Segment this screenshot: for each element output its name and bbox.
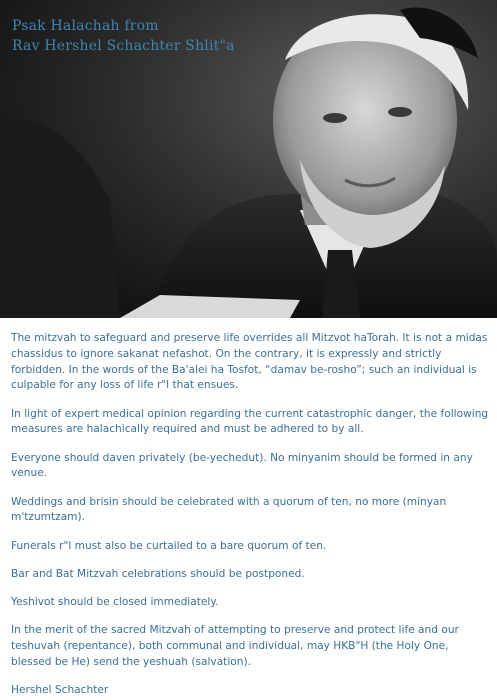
portrait-photo — [0, 0, 497, 318]
paragraph: In light of expert medical opinion regarding the current catastrophic danger, the following measures are halachically required and must be adhered to by all. — [11, 407, 489, 436]
paragraph: Yeshivot should be closed immediately. — [11, 595, 219, 608]
paragraph: The mitzvah to safeguard and preserve life overrides all Mitzvot haTorah. It is not a midas chassidus to ignore sakanat nefashot. On the contrary, it is expressly and strictly forbidden. In the words of the Ba'alei ha Tosfot, “damav be-rosho”; such an individual is culpable for any loss of life r"l that ensues. — [11, 332, 488, 392]
headline-line-1: Psak Halachah from — [12, 18, 159, 34]
signature: Hershel Schachter — [11, 683, 109, 696]
paragraph: Everyone should daven privately (be-yechedut). No minyanim should be formed in any venue. — [11, 451, 473, 480]
headline-line-2: Rav Hershel Schachter Shlit"a — [12, 38, 235, 54]
ruling-text — [11, 331, 489, 700]
paragraph: In the merit of the sacred Mitzvah of attempting to preserve and protect life and our teshuvah (repentance), both communal and individual, may HKB"H (the Holy One, blessed be He) send the yeshuah (salvation). — [11, 624, 459, 668]
headline — [12, 16, 235, 56]
paragraph: Funerals r"l must also be curtailed to a bare quorum of ten. — [11, 539, 327, 552]
paragraph: Weddings and brisin should be celebrated with a quorum of ten, no more (minyan m'tzumtzam). — [11, 495, 447, 524]
paragraph: Bar and Bat Mitzvah celebrations should be postponed. — [11, 567, 305, 580]
